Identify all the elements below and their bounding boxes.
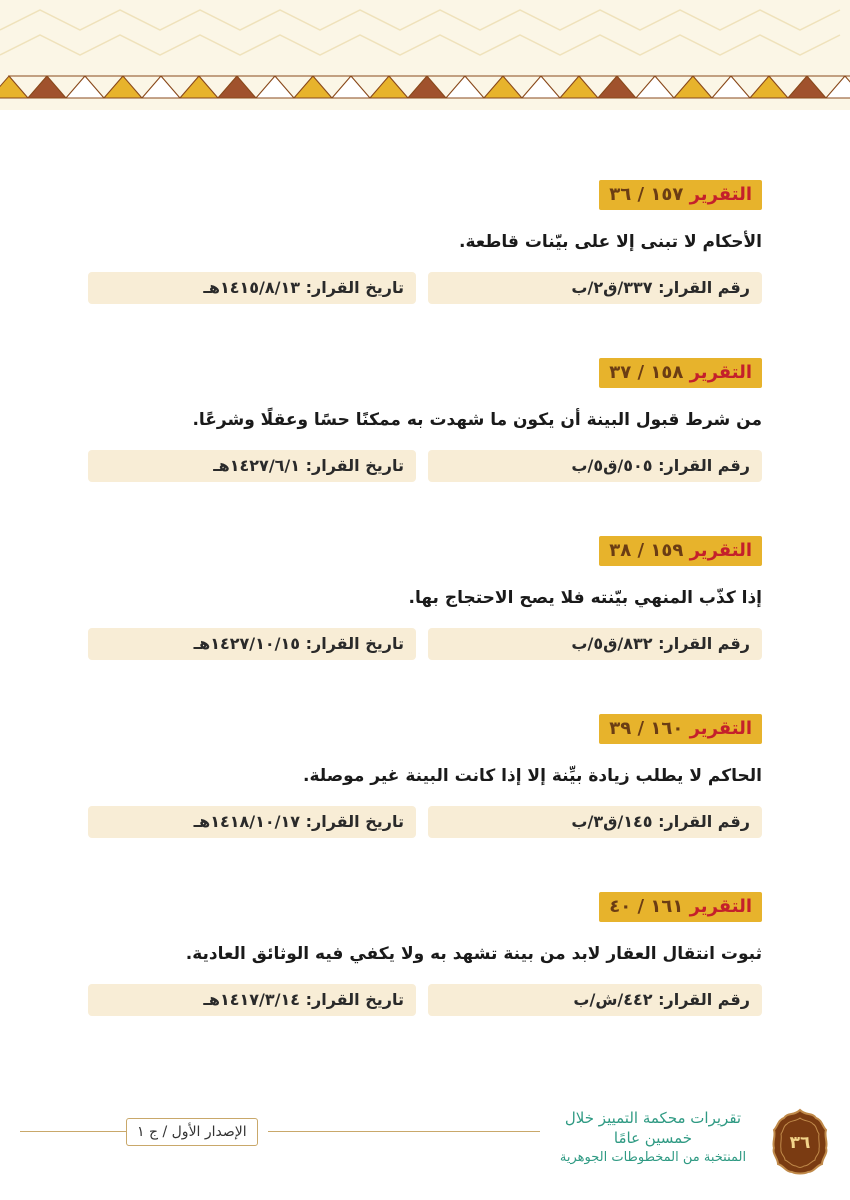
footer-divider bbox=[20, 1131, 126, 1132]
report-numbers: ١٥٧ / ٣٦ bbox=[609, 184, 684, 205]
edition-label: الإصدار الأول / ج ١ bbox=[126, 1118, 258, 1146]
footer-divider bbox=[268, 1131, 540, 1132]
report-numbers: ١٥٩ / ٣٨ bbox=[609, 540, 684, 561]
decision-date: تاريخ القرار: ١٤١٨/١٠/١٧هـ bbox=[88, 806, 416, 838]
report-numbers: ١٦١ / ٤٠ bbox=[609, 896, 684, 917]
report-heading bbox=[599, 180, 762, 210]
report-heading bbox=[599, 358, 762, 388]
decision-date: تاريخ القرار: ١٤١٧/٣/١٤هـ bbox=[88, 984, 416, 1016]
report-heading bbox=[599, 714, 762, 744]
decision-number: رقم القرار: ٣٣٧/ق٢/ب bbox=[428, 272, 762, 304]
report-label: التقرير bbox=[689, 362, 752, 383]
page-number: ٣٦ bbox=[789, 1133, 811, 1153]
report-label: التقرير bbox=[689, 896, 752, 917]
decision-number: رقم القرار: ٥٠٥/ق٥/ب bbox=[428, 450, 762, 482]
book-title-main: تقريرات محكمة التمييز خلال خمسين عامًا bbox=[564, 1109, 742, 1147]
decision-date: تاريخ القرار: ١٤٢٧/١٠/١٥هـ bbox=[88, 628, 416, 660]
book-subtitle: المنتخبة من المخطوطات الجوهرية bbox=[559, 1150, 747, 1165]
report-label: التقرير bbox=[689, 540, 752, 561]
decision-date: تاريخ القرار: ١٤١٥/٨/١٣هـ bbox=[88, 272, 416, 304]
report-heading bbox=[599, 892, 762, 922]
report-numbers: ١٦٠ / ٣٩ bbox=[609, 718, 684, 739]
report-text: ثبوت انتقال العقار لابد من بينة تشهد به ولا يكفي فيه الوثائق العادية. bbox=[185, 944, 762, 964]
report-text: الأحكام لا تبنى إلا على بيّنات قاطعة. bbox=[459, 232, 762, 252]
decision-number: رقم القرار: ١٤٥/ق٣/ب bbox=[428, 806, 762, 838]
decision-number: رقم القرار: ٨٣٢/ق٥/ب bbox=[428, 628, 762, 660]
report-label: التقرير bbox=[689, 718, 752, 739]
geometric-pattern-icon bbox=[0, 0, 850, 110]
report-numbers: ١٥٨ / ٣٧ bbox=[609, 362, 684, 383]
decision-number: رقم القرار: ٤٤٢/ش/ب bbox=[428, 984, 762, 1016]
book-title bbox=[548, 1108, 758, 1168]
report-heading bbox=[599, 536, 762, 566]
report-text: الحاكم لا يطلب زيادة بيِّنة إلا إذا كانت البينة غير موصلة. bbox=[303, 766, 762, 786]
report-text: إذا كذّب المنهي بيّنته فلا يصح الاحتجاج بها. bbox=[408, 588, 762, 608]
report-text: من شرط قبول البينة أن يكون ما شهدت به ممكنًا حسًا وعقلًا وشرعًا. bbox=[192, 410, 762, 430]
report-label: التقرير bbox=[689, 184, 752, 205]
decision-date: تاريخ القرار: ١٤٢٧/٦/١هـ bbox=[88, 450, 416, 482]
decorative-header bbox=[0, 0, 850, 110]
